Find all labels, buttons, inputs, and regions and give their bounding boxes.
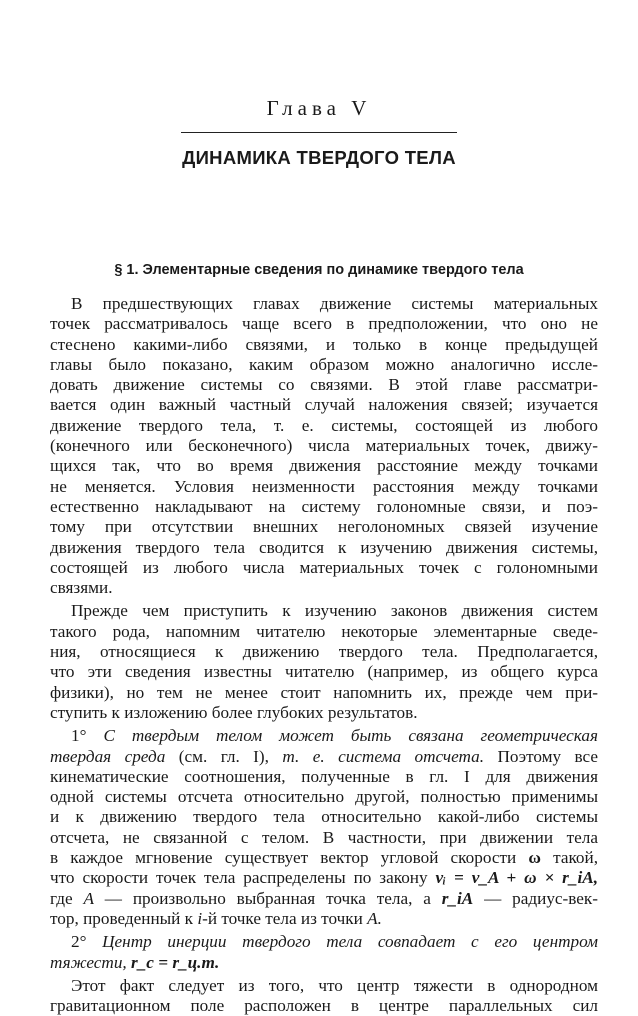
text-line: не меняется. Условия неизменности расстояния между точками: [50, 476, 598, 496]
text-line: [50, 953, 598, 973]
text-line: точек рассматривалось чаще всего в предположении, что оно не: [50, 314, 598, 334]
radius-vector-symbol: r_iA: [441, 888, 474, 908]
text-line: [50, 747, 598, 767]
text-line: [50, 848, 598, 868]
chapter-title: ДИНАМИКА ТВЕРДОГО ТЕЛА: [182, 147, 456, 168]
section-title: § 1. Элементарные сведения по динамике твердого тела: [114, 262, 524, 278]
inline-text: Поэтому все: [497, 746, 599, 766]
italic-statement: С твердым телом может быть связана геометрическая: [103, 726, 598, 746]
inline-text: такой,: [553, 848, 599, 868]
text-line: движения твердого тела сводится к изучению движения системы,: [50, 537, 598, 557]
text-line: [50, 889, 598, 909]
text-line: связями.: [50, 578, 113, 598]
text-line: Этот факт следует из того, что центр тяжести в однородном: [71, 975, 598, 995]
point-symbol: A: [83, 888, 94, 908]
text-line: [50, 868, 598, 888]
text-line: отсчета, не связанной с телом. В частности, при движении тела: [50, 827, 598, 847]
paragraph-5: [50, 976, 598, 1016]
italic-statement: т. е. система отсчета.: [282, 746, 485, 766]
text-line: [50, 726, 598, 746]
text-line: [50, 909, 598, 929]
text-line: вается один важный частный случай наложения связей; изучается: [50, 395, 598, 415]
center-formula: r_c = r_ц.т.: [131, 952, 220, 972]
inline-text: что скорости точек тела распределены по закону: [50, 868, 428, 888]
text-line: состоящей из любого числа материальных точек с голономными: [50, 557, 598, 577]
point-symbol: A.: [367, 908, 382, 928]
text-line: главы было показано, каким образом можно аналогично иссле-: [50, 354, 598, 374]
text-line: движение твердого тела, т. е. системы, состоящей из любого: [50, 415, 598, 435]
paragraph-4: [50, 932, 598, 973]
text-line: ния, относящиеся к движению твердого тела. Предполагается,: [50, 642, 598, 662]
body-text: [50, 294, 598, 1016]
text-line: (конечного или бесконечного) числа материальных точек, движу-: [50, 436, 598, 456]
text-line: Прежде чем приступить к изучению законов движения систем: [71, 601, 598, 621]
paragraph-1: [50, 294, 598, 598]
text-line: и к движению твердого тела относительно какой-либо системы: [50, 807, 598, 827]
text-line: физики), но тем не менее стоит напомнить их, прежде чем при-: [50, 682, 598, 702]
inline-text: где: [50, 888, 73, 908]
italic-statement: твердая среда: [50, 746, 166, 766]
text-line: одной системы отсчета относительно другой, полностью применимы: [50, 787, 598, 807]
inline-text: — радиус-век-: [484, 888, 598, 908]
text-line: что эти сведения известны читателю (например, из общего курса: [50, 662, 598, 682]
inline-text: в каждое мгновение существует вектор угловой скорости: [50, 848, 517, 868]
inline-text: -й точке тела из точки: [202, 908, 363, 928]
inline-text: (см. гл. I),: [178, 746, 269, 766]
item-number: 2°: [71, 932, 87, 952]
text-line: стеснено какими-либо связями, и только в конце предыдущей: [50, 334, 598, 354]
text-line: тому при отсутствии внешних неголономных связей изучение: [50, 517, 598, 537]
text-line: такого рода, напомним читателю некоторые элементарные сведе-: [50, 621, 598, 641]
italic-statement: тяжести,: [50, 952, 127, 972]
text-line: ступить к изложению более глубоких результатов.: [50, 702, 418, 722]
text-line: [50, 932, 598, 952]
text-line: гравитационном поле расположен в центре параллельных сил: [50, 996, 598, 1016]
inline-text: — произвольно выбранная точка тела, а: [104, 888, 431, 908]
text-line: кинематические соотношения, полученные в гл. I для движения: [50, 766, 598, 786]
text-line: В предшествующих главах движение системы материальных: [71, 294, 598, 313]
index-symbol: i: [197, 908, 203, 928]
text-line: щихся так, что во время движения расстояние между точками: [50, 456, 598, 476]
item-number: 1°: [71, 726, 87, 746]
paragraph-3: [50, 726, 598, 929]
text-line: довать движение системы со связями. В этой главе рассматри-: [50, 375, 598, 395]
velocity-formula: vᵢ = v_A + ω × r_iA,: [435, 868, 598, 888]
chapter-label: Глава V: [266, 96, 372, 120]
paragraph-2: [50, 601, 598, 723]
text-line: естественно накладывают на систему голономные связи, и поэ-: [50, 496, 598, 516]
title-rule: [181, 132, 457, 133]
inline-text: тор, проведенный к: [50, 908, 194, 928]
italic-statement: Центр инерции твердого тела совпадает с его центром: [102, 932, 599, 952]
omega-symbol: ω: [528, 848, 541, 868]
